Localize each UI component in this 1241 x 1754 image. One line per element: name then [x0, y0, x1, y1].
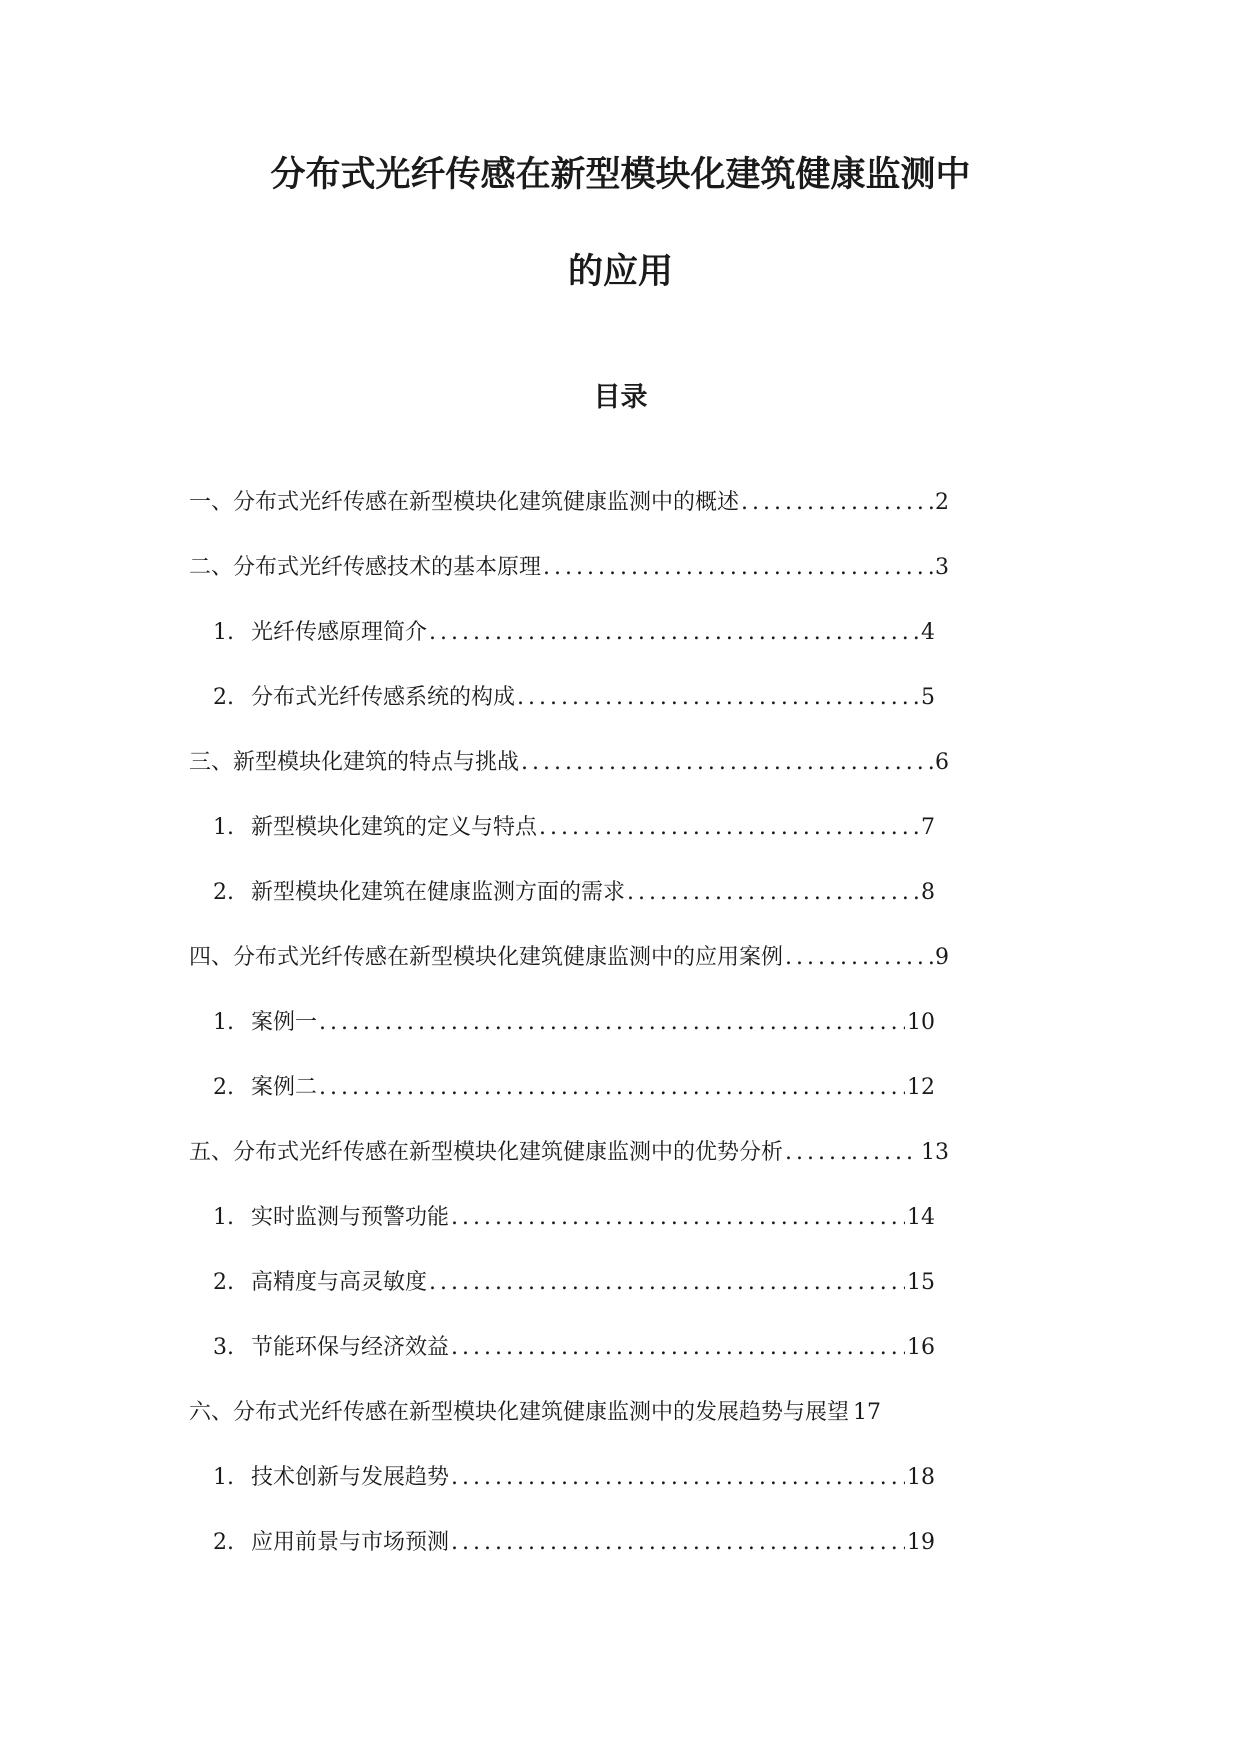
toc-entry-label: 节能环保与经济效益 — [251, 1335, 450, 1360]
toc-entry-label: 三、新型模块化建筑的特点与挑战 — [189, 750, 520, 775]
toc-page-number: 4 — [921, 620, 935, 645]
toc-entry[interactable] — [213, 684, 935, 712]
toc-entry-number: 2. — [213, 880, 234, 905]
toc-entry-label: 应用前景与市场预测 — [251, 1530, 450, 1555]
toc-dot-leader — [449, 1204, 905, 1232]
document-title-line-2: 的应用 — [567, 252, 673, 292]
toc-page-number: 18 — [907, 1465, 935, 1490]
toc-entry-label: 四、分布式光纤传感在新型模块化建筑健康监测中的应用案例 — [189, 945, 784, 970]
toc-dot-leader — [519, 749, 933, 777]
toc-entry[interactable] — [213, 1009, 935, 1037]
toc-entry-label: 新型模块化建筑的定义与特点 — [251, 815, 538, 840]
toc-entry[interactable] — [189, 944, 949, 972]
toc-dot-leader — [427, 1269, 905, 1297]
toc-entry[interactable] — [213, 1269, 935, 1297]
toc-entry[interactable] — [189, 554, 949, 582]
toc-entry-label: 光纤传感原理简介 — [251, 620, 428, 645]
toc-page-number: 2 — [935, 490, 949, 515]
toc-entry-number: 1. — [213, 815, 234, 840]
toc-entry-label: 案例二 — [251, 1075, 318, 1100]
toc-entry-number: 2. — [213, 685, 234, 710]
toc-entry-label: 分布式光纤传感系统的构成 — [251, 685, 516, 710]
toc-entry-label: 新型模块化建筑在健康监测方面的需求 — [251, 880, 626, 905]
toc-entry-label: 实时监测与预警功能 — [251, 1205, 450, 1230]
toc-entry-number: 1. — [213, 1010, 234, 1035]
toc-dot-leader — [317, 1009, 905, 1037]
toc-page-number: 7 — [921, 815, 935, 840]
toc-page-number: 12 — [907, 1075, 935, 1100]
toc-page-number: 3 — [935, 555, 949, 580]
toc-entry[interactable] — [189, 749, 949, 777]
toc-dot-leader — [783, 1139, 919, 1167]
toc-dot-leader — [625, 879, 919, 907]
toc-page-number: 16 — [907, 1335, 935, 1360]
toc-page-number: 8 — [921, 880, 935, 905]
toc-entry[interactable] — [213, 1334, 935, 1362]
toc-page-number: 15 — [907, 1270, 935, 1295]
toc-page-number: 9 — [935, 945, 949, 970]
toc-page-number: 10 — [907, 1010, 935, 1035]
toc-entry-label: 二、分布式光纤传感技术的基本原理 — [189, 555, 542, 580]
toc-dot-leader — [449, 1464, 905, 1492]
toc-dot-leader — [515, 684, 919, 712]
toc-dot-leader — [541, 554, 933, 582]
document-title-line-1: 分布式光纤传感在新型模块化建筑健康监测中 — [270, 155, 971, 195]
toc-dot-leader — [449, 1334, 905, 1362]
toc-entry[interactable] — [213, 619, 935, 647]
toc-entry-label: 案例一 — [251, 1010, 318, 1035]
toc-entry-label: 五、分布式光纤传感在新型模块化建筑健康监测中的优势分析 — [189, 1140, 784, 1165]
toc-entry-label: 技术创新与发展趋势 — [251, 1465, 450, 1490]
toc-entry[interactable] — [189, 489, 949, 517]
toc-heading: 目录 — [593, 382, 648, 413]
toc-entry-label: 一、分布式光纤传感在新型模块化建筑健康监测中的概述 — [189, 490, 740, 515]
toc-entry-label: 高精度与高灵敏度 — [251, 1270, 428, 1295]
toc-page-number: 14 — [907, 1205, 935, 1230]
toc-entry-label: 六、分布式光纤传感在新型模块化建筑健康监测中的发展趋势与展望 — [189, 1400, 850, 1425]
toc-entry[interactable] — [189, 1139, 949, 1167]
toc-entry-number: 2. — [213, 1075, 234, 1100]
toc-dot-leader — [427, 619, 919, 647]
toc-entry-number: 1. — [213, 620, 234, 645]
toc-entry-number: 2. — [213, 1270, 234, 1295]
toc-page-number: 13 — [921, 1140, 949, 1165]
toc-dot-leader — [739, 489, 933, 517]
toc-entry[interactable] — [189, 1399, 979, 1427]
toc-entry[interactable] — [213, 814, 935, 842]
toc-page-number: 17 — [853, 1400, 882, 1425]
toc-entry[interactable] — [213, 1464, 935, 1492]
toc-entry[interactable] — [213, 1204, 935, 1232]
toc-entry-number: 2. — [213, 1530, 234, 1555]
toc-dot-leader — [537, 814, 919, 842]
toc-page-number: 19 — [907, 1530, 935, 1555]
toc-dot-leader — [449, 1529, 905, 1557]
toc-entry-number: 1. — [213, 1465, 234, 1490]
toc-entry[interactable] — [213, 879, 935, 907]
toc-entry[interactable] — [213, 1074, 935, 1102]
toc-entry[interactable] — [213, 1529, 935, 1557]
toc-entry-number: 1. — [213, 1205, 234, 1230]
toc-dot-leader — [317, 1074, 905, 1102]
toc-page-number: 5 — [921, 685, 935, 710]
toc-entry-number: 3. — [213, 1335, 234, 1360]
toc-page-number: 6 — [935, 750, 949, 775]
toc-dot-leader — [783, 944, 933, 972]
